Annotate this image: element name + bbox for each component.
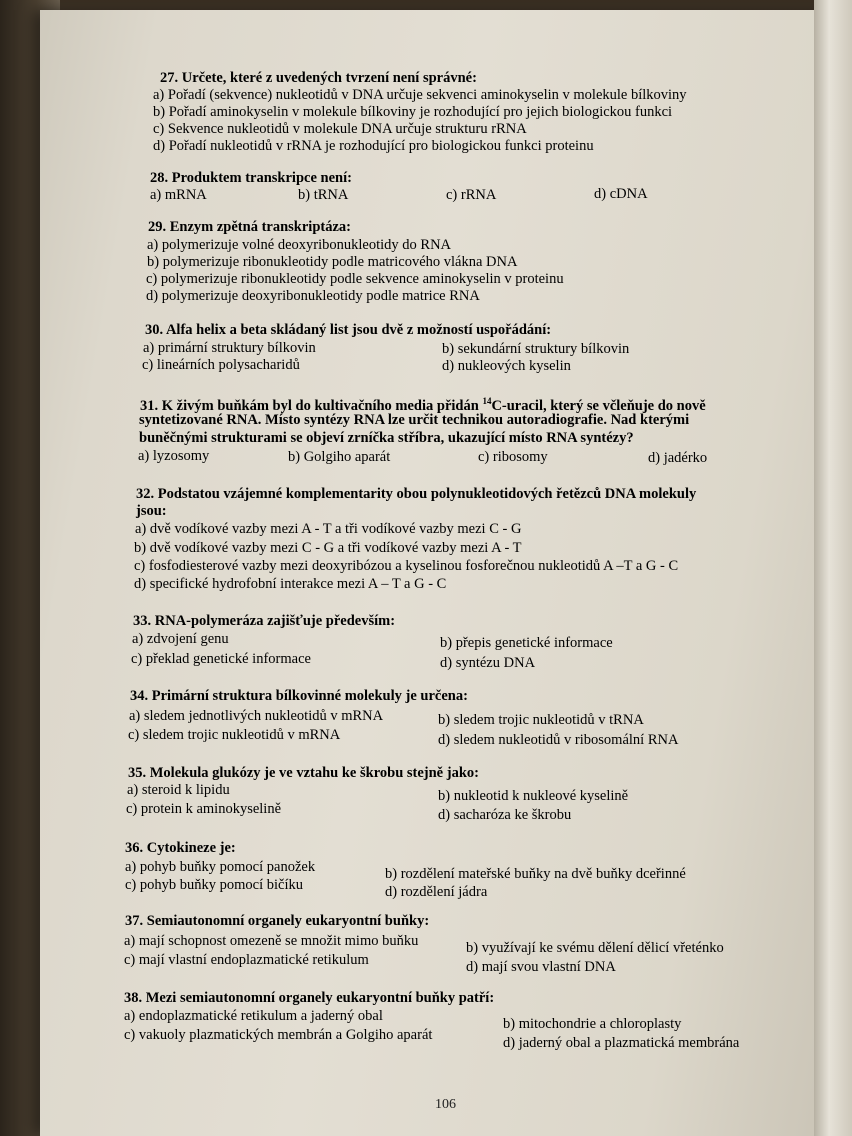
question-title: 27. Určete, které z uvedených tvrzení není správné: <box>160 70 477 86</box>
option-b: b) sekundární struktury bílkovin <box>442 341 630 357</box>
question-title-line-2: jsou: <box>136 503 167 519</box>
option-a: a) mRNA <box>150 187 207 203</box>
superscript-14: 14 <box>482 396 492 406</box>
question-title: 29. Enzym zpětná transkriptáza: <box>148 219 351 235</box>
option-a: a) sledem jednotlivých nukleotidů v mRNA <box>129 708 384 724</box>
option-c: c) sledem trojic nukleotidů v mRNA <box>128 727 341 743</box>
option-d: d) sacharóza ke škrobu <box>438 807 572 823</box>
question-title-line-2: syntetizované RNA. Místo syntézy RNA lze určit technikou autoradiografie. Nad kterými <box>139 412 690 428</box>
option-c: c) lineárních polysacharidů <box>142 357 300 373</box>
option-c: c) překlad genetické informace <box>131 651 311 667</box>
option-b: b) rozdělení mateřské buňky na dvě buňky dceřinné <box>385 866 686 882</box>
option-c: c) fosfodiesterové vazby mezi deoxyribózou a kyselinou fosforečnou nukleotidů A –T a G - C <box>134 558 679 574</box>
option-b: b) nukleotid k nukleové kyselině <box>438 788 629 804</box>
question-title: 28. Produktem transkripce není: <box>150 170 352 186</box>
question-title: 33. RNA-polymeráza zajišťuje především: <box>133 613 396 629</box>
option-b: b) přepis genetické informace <box>440 635 613 651</box>
question-title: 38. Mezi semiautonomní organely eukaryontní buňky patří: <box>124 990 495 1006</box>
option-b: b) Pořadí aminokyselin v molekule bílkoviny je rozhodující pro jejich biologickou funkci <box>153 104 673 120</box>
option-a: a) steroid k lipidu <box>127 782 230 798</box>
option-b: b) Golgiho aparát <box>288 449 391 465</box>
option-d: d) Pořadí nukleotidů v rRNA je rozhodující pro biologickou funkci proteinu <box>153 138 594 154</box>
option-a: a) dvě vodíkové vazby mezi A - T a tři vodíkové vazby mezi C - G <box>135 521 522 537</box>
option-d: d) sledem nukleotidů v ribosomální RNA <box>438 732 679 748</box>
option-a: a) endoplazmatické retikulum a jaderný obal <box>124 1008 383 1024</box>
option-c: c) polymerizuje ribonukleotidy podle sekvence aminokyselin v proteinu <box>146 271 564 287</box>
option-c: c) pohyb buňky pomocí bičíku <box>125 877 304 893</box>
option-c: c) Sekvence nukleotidů v molekule DNA určuje strukturu rRNA <box>153 121 527 137</box>
question-title: 34. Primární struktura bílkovinné molekuly je určena: <box>130 688 468 704</box>
question-title-line-3: buněčnými strukturami se objeví zrníčka stříbra, ukazující místo RNA syntézy? <box>139 430 634 446</box>
option-a: a) polymerizuje volné deoxyribonukleotidy do RNA <box>147 237 452 253</box>
option-a: a) zdvojení genu <box>132 631 229 647</box>
option-a: a) pohyb buňky pomocí panožek <box>125 859 316 875</box>
question-title: 35. Molekula glukózy je ve vztahu ke škrobu stejně jako: <box>128 765 479 781</box>
option-a: a) Pořadí (sekvence) nukleotidů v DNA určuje sekvenci aminokyselin v molekule bílkoviny <box>153 87 687 103</box>
question-title: 37. Semiautonomní organely eukaryontní buňky: <box>125 913 430 929</box>
next-page-edge <box>814 0 852 1136</box>
option-d: d) specifické hydrofobní interakce mezi A – T a G - C <box>134 576 447 592</box>
option-a: a) primární struktury bílkovin <box>143 340 316 356</box>
option-b: b) sledem trojic nukleotidů v tRNA <box>438 712 644 728</box>
option-c: c) mají vlastní endoplazmatické retikulum <box>124 952 369 968</box>
option-d: d) jaderný obal a plazmatická membrána <box>503 1035 740 1051</box>
option-b: b) mitochondrie a chloroplasty <box>503 1016 682 1032</box>
option-c: c) protein k aminokyselině <box>126 801 282 817</box>
option-b: b) dvě vodíkové vazby mezi C - G a tři vodíkové vazby mezi A - T <box>134 540 522 556</box>
option-d: d) nukleových kyselin <box>442 358 571 374</box>
option-d: d) jadérko <box>648 450 708 466</box>
question-title: 30. Alfa helix a beta skládaný list jsou dvě z možností uspořádání: <box>145 322 552 338</box>
option-d: d) mají svou vlastní DNA <box>466 959 616 975</box>
option-a: a) mají schopnost omezeně se množit mimo buňku <box>124 933 419 949</box>
option-b: b) tRNA <box>298 187 349 203</box>
option-d: d) cDNA <box>594 186 648 202</box>
question-title-line-1: 31. K živým buňkám byl do kultivačního media přidán $^{14}$C-uracil, který se včleňuje do nově <box>140 396 706 414</box>
option-d: d) rozdělení jádra <box>385 884 488 900</box>
option-c: c) rRNA <box>446 187 497 203</box>
page-number: 106 <box>435 1097 456 1112</box>
question-title: 36. Cytokineze je: <box>125 840 236 856</box>
option-d: d) polymerizuje deoxyribonukleotidy podle matrice RNA <box>146 288 480 304</box>
option-c: c) ribosomy <box>478 449 548 465</box>
option-a: a) lyzosomy <box>138 448 210 464</box>
option-c: c) vakuoly plazmatických membrán a Golgiho aparát <box>124 1027 433 1043</box>
option-b: b) využívají ke svému dělení dělicí vřeténko <box>466 940 724 956</box>
question-title-line-1: 32. Podstatou vzájemné komplementarity obou polynukleotidových řetězců DNA molekuly <box>136 486 697 502</box>
option-b: b) polymerizuje ribonukleotidy podle matricového vlákna DNA <box>147 254 518 270</box>
option-d: d) syntézu DNA <box>440 655 536 671</box>
